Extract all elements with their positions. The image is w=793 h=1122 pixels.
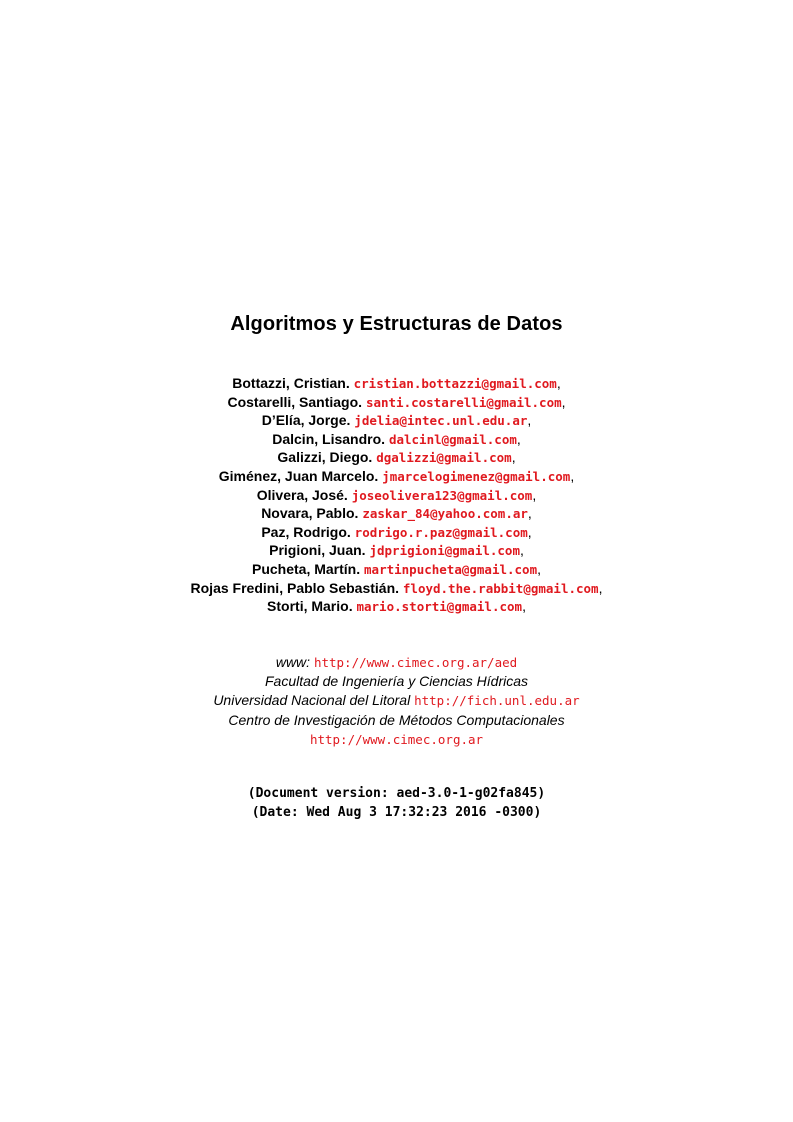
author-name: Novara, Pablo. xyxy=(261,505,359,522)
www-url-link[interactable]: http://www.cimec.org.ar/aed xyxy=(313,655,518,670)
author-name: Costarelli, Santiago. xyxy=(227,393,363,410)
author-name: Storti, Mario. xyxy=(267,598,353,615)
author-email-link[interactable]: mario.storti@gmail.com xyxy=(356,599,523,615)
institution-info xyxy=(0,653,793,749)
separator: , xyxy=(537,560,541,577)
author-email-link[interactable]: jdprigioni@gmail.com xyxy=(369,543,520,559)
author-entry xyxy=(0,374,793,393)
author-email-link[interactable]: jmarcelogimenez@gmail.com xyxy=(382,468,571,484)
author-name: Pucheta, Martín. xyxy=(251,560,361,577)
author-entry xyxy=(0,504,793,523)
document-title: Algoritmos y Estructuras de Datos xyxy=(230,313,563,335)
author-email-link[interactable]: floyd.the.rabbit@gmail.com xyxy=(402,580,599,596)
author-name: Giménez, Juan Marcelo. xyxy=(218,467,379,484)
author-entry xyxy=(0,597,793,616)
author-name: Dalcin, Lisandro. xyxy=(272,430,386,447)
version-block xyxy=(0,784,793,822)
author-entry xyxy=(0,467,793,486)
author-entry xyxy=(0,430,793,449)
author-entry xyxy=(0,393,793,412)
author-email-link[interactable]: zaskar_84@yahoo.com.ar xyxy=(362,506,528,522)
author-email-link[interactable]: santi.costarelli@gmail.com xyxy=(365,394,562,410)
author-entry xyxy=(0,541,793,560)
author-email-link[interactable]: rodrigo.r.paz@gmail.com xyxy=(354,524,528,540)
author-email-link[interactable]: joseolivera123@gmail.com xyxy=(351,487,533,503)
separator: , xyxy=(532,486,537,503)
author-email-link[interactable]: jdelia@intec.unl.edu.ar xyxy=(354,413,528,429)
author-name: Rojas Fredini, Pablo Sebastián. xyxy=(190,579,400,596)
university-url-link[interactable]: http://fich.unl.edu.ar xyxy=(414,693,580,709)
separator: , xyxy=(511,449,516,466)
author-entry xyxy=(0,486,793,505)
author-email-link[interactable]: dalcinl@gmail.com xyxy=(388,431,517,447)
separator: , xyxy=(522,598,526,615)
www-label: www: xyxy=(275,654,311,670)
author-entry xyxy=(0,448,793,467)
separator: , xyxy=(527,523,532,540)
www-line xyxy=(0,653,793,672)
author-list xyxy=(0,374,793,616)
author-name: Bottazzi, Cristian. xyxy=(232,375,350,391)
author-email-link[interactable]: cristian.bottazzi@gmail.com xyxy=(353,376,557,391)
author-entry xyxy=(0,579,793,598)
author-name: Prigioni, Juan. xyxy=(269,542,366,559)
author-email-link[interactable]: martinpucheta@gmail.com xyxy=(364,561,538,577)
author-entry xyxy=(0,560,793,579)
separator: , xyxy=(556,375,561,391)
university-name: Universidad Nacional del Litoral xyxy=(213,692,411,709)
university-line xyxy=(0,691,793,710)
separator: , xyxy=(527,412,532,429)
author-name: D’Elía, Jorge. xyxy=(261,412,351,429)
author-entry xyxy=(0,411,793,430)
center-url-line xyxy=(0,730,793,749)
author-email-link[interactable]: dgalizzi@gmail.com xyxy=(376,450,512,466)
author-name: Paz, Rodrigo. xyxy=(261,523,351,540)
author-name: Galizzi, Diego. xyxy=(277,449,373,466)
document-version: (Document version: aed-3.0-1-g02fa845) xyxy=(247,786,546,801)
separator: , xyxy=(519,542,524,559)
author-name: Olivera, José. xyxy=(256,486,348,503)
separator: , xyxy=(516,430,521,447)
separator: , xyxy=(570,467,575,484)
separator: , xyxy=(598,579,603,596)
faculty-name: Facultad de Ingeniería y Ciencias Hídricas xyxy=(264,673,529,690)
separator: , xyxy=(561,393,566,410)
document-date: (Date: Wed Aug 3 17:32:23 2016 -0300) xyxy=(251,805,542,820)
separator: , xyxy=(527,505,532,522)
center-name: Centro de Investigación de Métodos Computacionales xyxy=(228,711,565,728)
center-url-link[interactable]: http://www.cimec.org.ar xyxy=(309,731,484,747)
author-entry xyxy=(0,523,793,542)
